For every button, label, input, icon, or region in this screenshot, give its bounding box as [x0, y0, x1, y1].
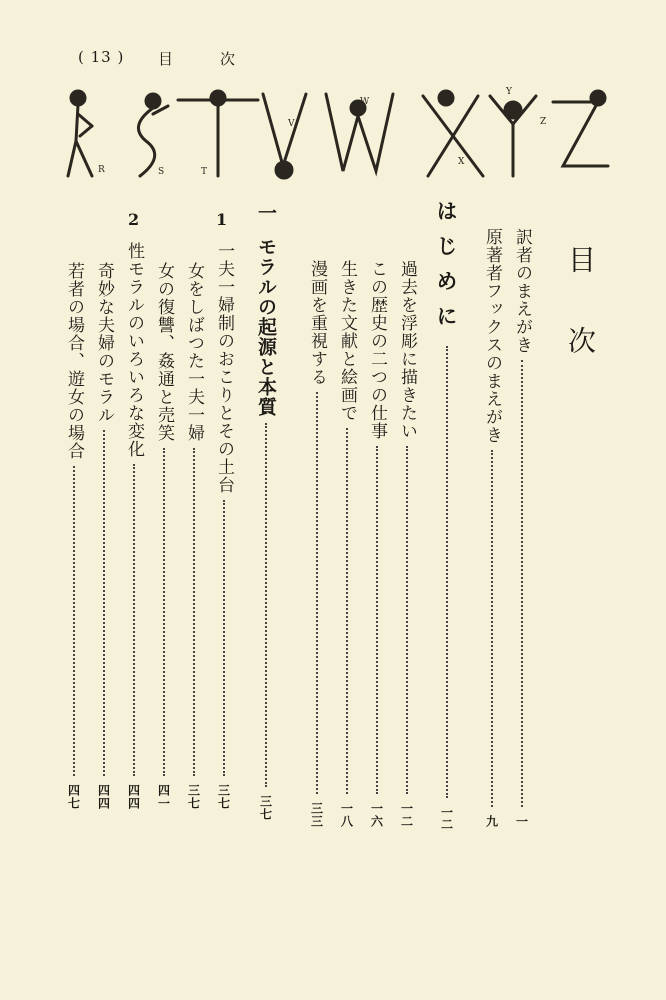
entry-page: 四四: [126, 784, 141, 810]
entry-title: 女の復讐、姦通と売笑: [154, 262, 174, 442]
banner-letter-2: T: [201, 167, 208, 177]
toc-entry-translator-preface[interactable]: [513, 228, 530, 828]
figure-letter-r: [68, 91, 105, 176]
banner-letter-1: S: [158, 167, 165, 177]
toc-entry-intro-4[interactable]: [308, 260, 325, 828]
entry-title: 原著者フックスのまえがき: [482, 228, 502, 444]
toc-title: 目 次: [564, 245, 597, 376]
entry-page: 三七: [216, 784, 231, 810]
banner-letter-3: V: [288, 119, 295, 129]
toc-entry-ch2-3[interactable]: [65, 262, 82, 810]
entry-page: 四四: [96, 784, 111, 810]
leader-dots: [103, 430, 105, 776]
header-title-part2: 次: [220, 50, 237, 68]
chapter-number-1: 1: [216, 210, 228, 229]
toc-entry-ch1-2[interactable]: [185, 262, 202, 810]
figure-letter-y: [490, 87, 536, 176]
banner-letter-4: W: [360, 97, 370, 107]
figure-letter-t: [178, 91, 258, 177]
toc-entry-ch2-2[interactable]: [95, 262, 112, 810]
entry-page: 四一: [156, 784, 171, 810]
toc-entry-intro-2[interactable]: [368, 260, 385, 828]
chapter-number-2: 2: [128, 210, 140, 229]
entry-page: 四七: [66, 784, 81, 810]
entry-title: この歴史の二つの仕事: [367, 260, 387, 440]
entry-title: 奇妙な夫婦のモラル: [94, 262, 114, 424]
toc-heading-intro[interactable]: [436, 200, 457, 830]
entry-page: 一二: [439, 806, 454, 830]
figure-letter-v: [263, 94, 306, 178]
toc-entry-ch1-1[interactable]: [215, 242, 232, 810]
part-title: モラルの起源と本質: [255, 237, 277, 417]
toc-part-1[interactable]: [256, 203, 275, 821]
part-number: 一: [255, 203, 277, 223]
entry-title: 訳者のまえがき: [512, 228, 532, 354]
entry-title: 一夫一婦制のおこりとその土台: [214, 242, 234, 494]
entry-title: 女をしばつた一夫一婦: [184, 262, 204, 442]
leader-dots: [193, 448, 195, 776]
entry-page: 一: [514, 815, 529, 828]
toc-entry-ch1-3[interactable]: [155, 262, 172, 810]
leader-dots: [73, 466, 75, 776]
entry-page: 三七: [186, 784, 201, 810]
banner-letter-6: Y: [506, 87, 512, 97]
leader-dots: [446, 346, 448, 798]
page-number: ( 13 ): [78, 48, 125, 66]
entry-page: 九: [484, 815, 499, 828]
entry-page: 三三: [309, 802, 324, 828]
leader-dots: [223, 500, 225, 776]
leader-dots: [265, 423, 267, 787]
toc-entry-author-preface[interactable]: [483, 228, 500, 828]
banner-letter-5: X: [458, 157, 465, 167]
header-title-part1: 目: [158, 50, 175, 68]
entry-page: 一八: [339, 802, 354, 828]
figure-letter-w: [326, 94, 393, 171]
leader-dots: [521, 360, 523, 807]
entry-page: 一二: [399, 802, 414, 828]
toc-entry-intro-1[interactable]: [398, 260, 415, 828]
entry-title: 漫画を重視する: [307, 260, 327, 386]
leader-dots: [163, 448, 165, 776]
section-heading: はじめに: [434, 200, 459, 340]
figure-letter-x: [423, 91, 483, 176]
entry-page: 一六: [369, 802, 384, 828]
figure-letter-s: [138, 94, 168, 177]
leader-dots: [346, 428, 348, 794]
leader-dots: [376, 446, 378, 794]
banner-letter-7: Z: [540, 117, 547, 127]
entry-title: 過去を浮彫に描きたい: [397, 260, 417, 440]
leader-dots: [316, 392, 318, 794]
leader-dots: [133, 464, 135, 776]
entry-title: 若者の場合、遊女の場合: [64, 262, 84, 460]
leader-dots: [491, 450, 493, 807]
toc-entry-intro-3[interactable]: [338, 260, 355, 828]
entry-title: 性モラルのいろいろな変化: [124, 242, 144, 458]
banner-letter-0: R: [98, 165, 105, 175]
entry-page: 三七: [258, 795, 273, 821]
leader-dots: [406, 446, 408, 794]
entry-title: 生きた文献と絵画で: [337, 260, 357, 422]
figure-alphabet-banner: [58, 86, 618, 186]
figure-letter-z: [540, 91, 608, 166]
toc-entry-ch2-1[interactable]: [125, 242, 142, 810]
